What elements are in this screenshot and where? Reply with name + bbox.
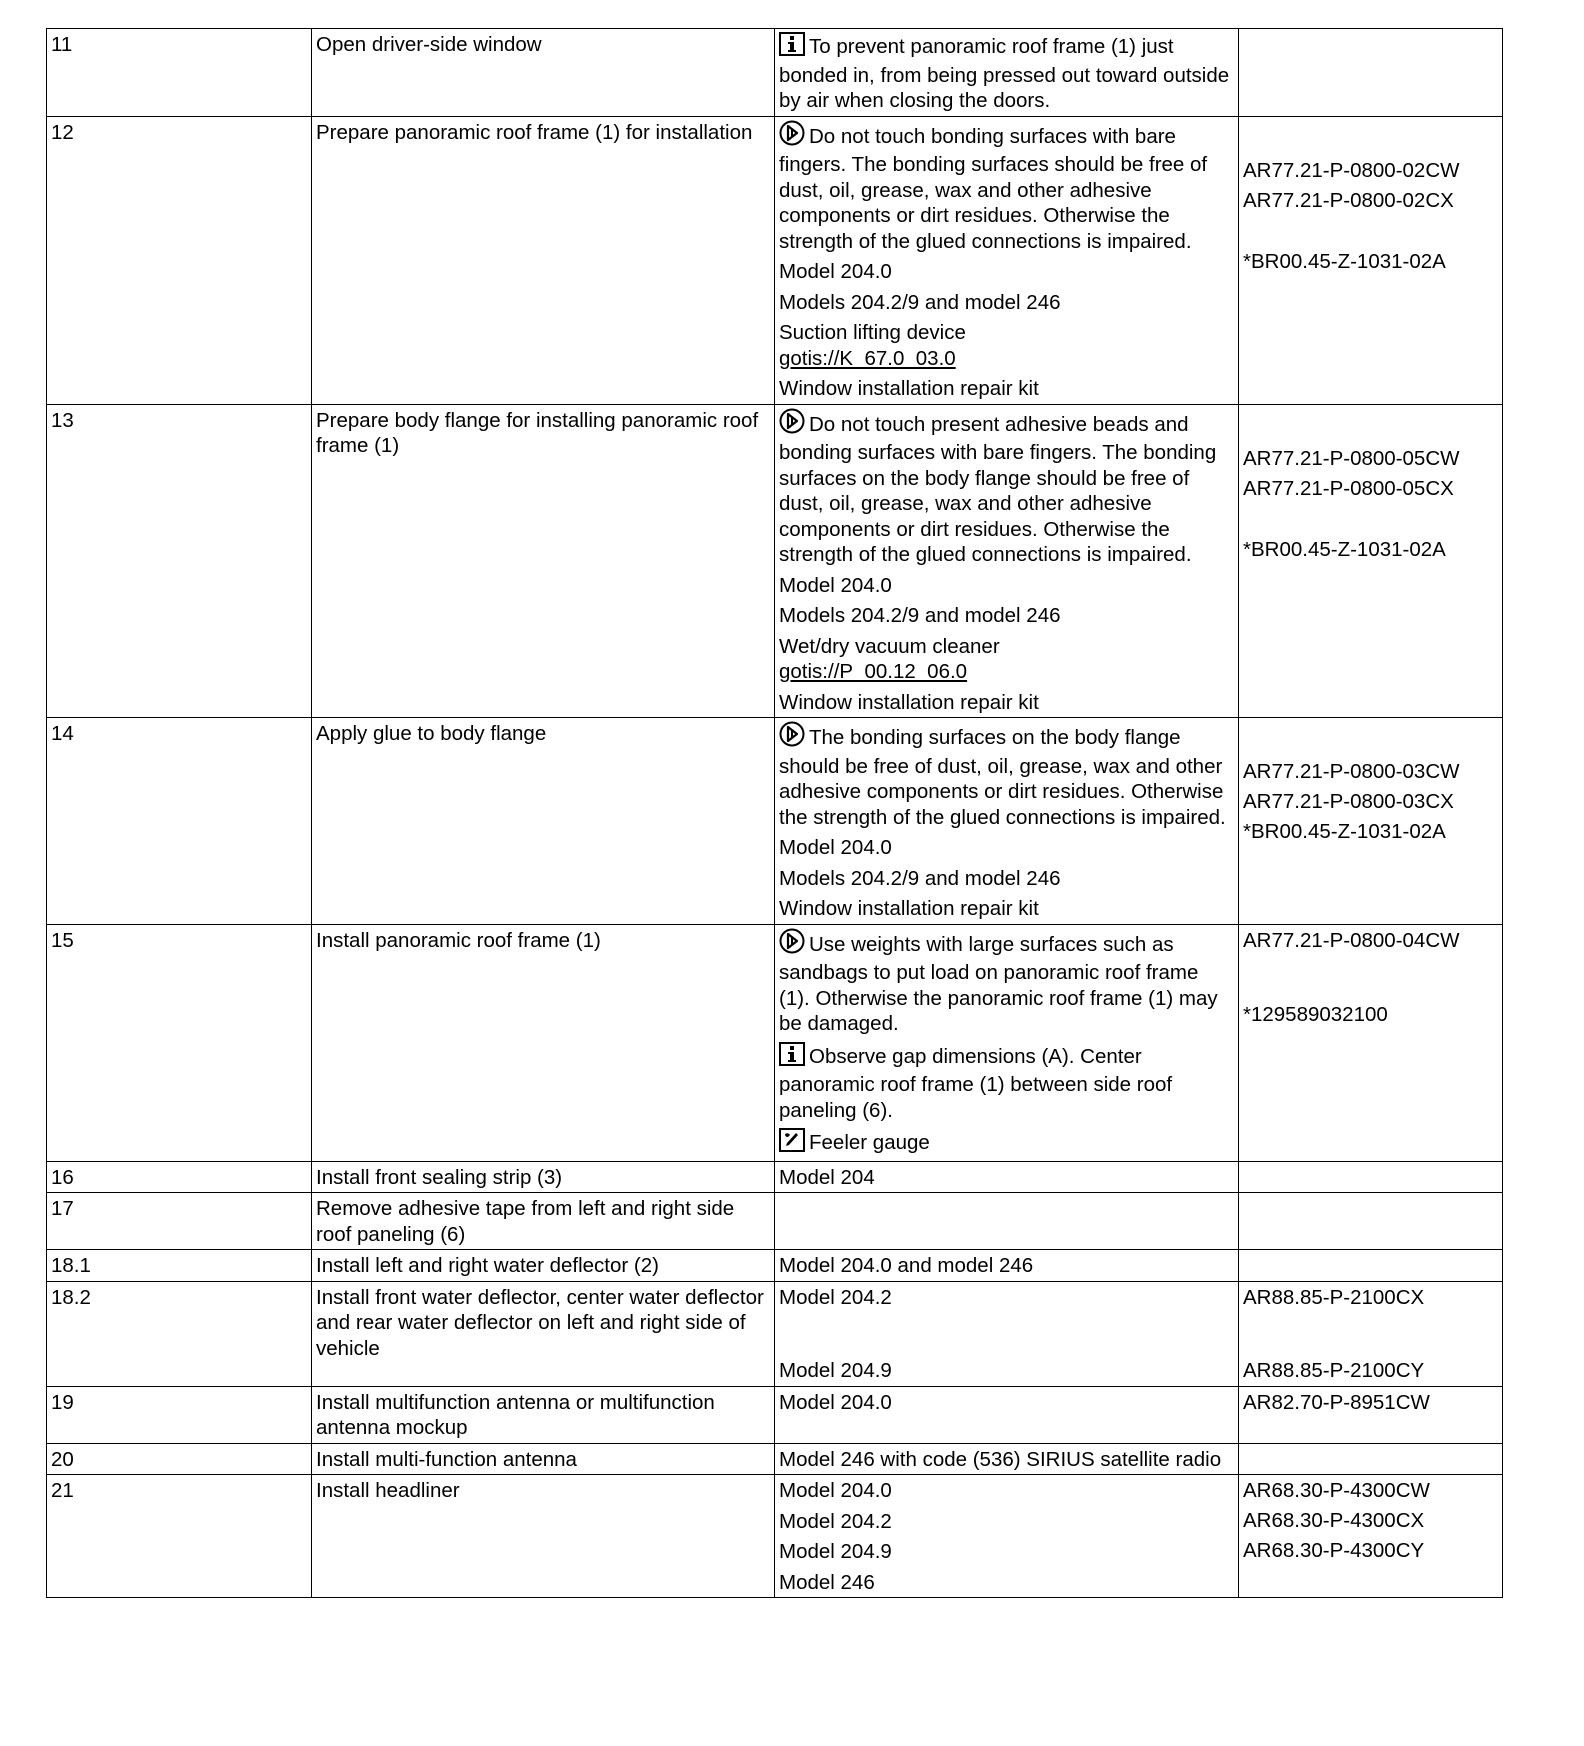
note-text: Models 204.2/9 and model 246 — [779, 604, 1061, 627]
step-action-cell — [312, 29, 775, 117]
reference-line — [1243, 1568, 1498, 1593]
step-number: 13 — [51, 408, 74, 432]
document-link[interactable]: gotis://P_00.12_06.0 — [779, 660, 968, 683]
step-number-cell — [47, 1193, 312, 1250]
step-number-cell — [47, 116, 312, 404]
step-action-cell — [312, 1250, 775, 1282]
reference-line — [1243, 1002, 1498, 1033]
note-line — [779, 1478, 1234, 1504]
reference-line — [1243, 120, 1498, 153]
reference-code[interactable]: AR88.85-P-2100CY — [1243, 1358, 1425, 1382]
info-icon — [779, 32, 805, 63]
step-number-cell — [47, 1386, 312, 1443]
reference-line — [1243, 1538, 1498, 1563]
reference-line — [1243, 1478, 1498, 1503]
reference-line — [1243, 1447, 1498, 1472]
notice-icon — [779, 928, 805, 961]
note-line — [779, 1447, 1234, 1473]
reference-line — [1243, 819, 1498, 844]
reference-line — [1243, 721, 1498, 754]
note-line — [779, 376, 1234, 402]
step-action: Install multifunction antenna or multifunction antenna mockup — [316, 1390, 715, 1439]
note-text: The bonding surfaces on the body flange should be free of dust, oil, grease, wax and other adhesive components or dirt residues. Otherwise the strength of the glued connections is impaired. — [779, 726, 1226, 829]
reference-line — [1243, 32, 1498, 63]
table-row — [47, 1281, 1503, 1386]
reference-line — [1243, 408, 1498, 441]
step-action: Install multi-function antenna — [316, 1447, 577, 1471]
reference-code[interactable]: AR68.30-P-4300CW — [1243, 1479, 1430, 1502]
reference-code[interactable]: AR77.21-P-0800-03CX — [1243, 790, 1454, 813]
step-references-cell — [1239, 924, 1503, 1161]
step-action-cell — [312, 1281, 775, 1386]
note-text: Window installation repair kit — [779, 377, 1039, 400]
note-line — [779, 573, 1234, 599]
note-text: Do not touch bonding surfaces with bare fingers. The bonding surfaces should be free of dust, oil, grease, wax and other adhesive components or dirt residues. Otherwise the strength of the glued connections is impaired. — [779, 124, 1208, 253]
note-line — [779, 721, 1234, 830]
step-number-cell — [47, 718, 312, 925]
step-action: Prepare body flange for installing panoramic roof frame (1) — [316, 408, 759, 457]
reference-line — [1243, 1358, 1498, 1383]
step-number: 18.2 — [51, 1285, 91, 1309]
note-text: Model 246 — [779, 1570, 875, 1594]
reference-code[interactable]: AR68.30-P-4300CX — [1243, 1509, 1425, 1532]
step-action: Install headliner — [316, 1479, 460, 1502]
table-row — [47, 1475, 1503, 1598]
reference-code[interactable]: *129589032100 — [1243, 1002, 1388, 1026]
step-action: Install front water deflector, center water deflector and rear water deflector on left and right side of vehicle — [316, 1285, 764, 1360]
step-number: 16 — [51, 1165, 74, 1189]
step-number-cell — [47, 29, 312, 117]
note-text: Feeler gauge — [809, 1131, 930, 1154]
step-notes-cell — [775, 29, 1239, 117]
reference-code[interactable]: AR77.21-P-0800-05CW — [1243, 446, 1460, 470]
step-action: Install front sealing strip (3) — [316, 1165, 563, 1189]
reference-line — [1243, 537, 1498, 562]
table-row — [47, 1161, 1503, 1193]
reference-line — [1243, 218, 1498, 244]
note-line — [779, 634, 1234, 685]
reference-code[interactable]: AR77.21-P-0800-04CW — [1243, 928, 1460, 952]
reference-line — [1243, 928, 1498, 961]
note-text: Window installation repair kit — [779, 897, 1039, 920]
reference-line — [1243, 1285, 1498, 1310]
note-text: Model 204.0 — [779, 260, 892, 283]
table-row — [47, 718, 1503, 925]
step-action-cell — [312, 1475, 775, 1598]
note-line — [779, 1358, 1234, 1384]
reference-line — [1243, 966, 1498, 997]
reference-line — [1243, 1508, 1498, 1533]
reference-code[interactable]: AR77.21-P-0800-05CX — [1243, 476, 1454, 500]
procedure-table-body — [47, 29, 1503, 1598]
note-line — [779, 32, 1234, 114]
step-number-cell — [47, 1281, 312, 1386]
step-references-cell — [1239, 1443, 1503, 1475]
note-line — [779, 928, 1234, 1037]
step-number-cell — [47, 1475, 312, 1598]
step-references-cell — [1239, 1475, 1503, 1598]
note-line — [779, 1165, 1234, 1191]
notice-icon — [779, 721, 805, 754]
step-references-cell — [1239, 1281, 1503, 1386]
step-number: 20 — [51, 1447, 74, 1471]
document-page — [46, 28, 1502, 1598]
table-row — [47, 116, 1503, 404]
step-number: 18.1 — [51, 1254, 91, 1277]
step-action-cell — [312, 1386, 775, 1443]
table-row — [47, 29, 1503, 117]
reference-code[interactable]: AR77.21-P-0800-02CW — [1243, 158, 1460, 182]
step-action: Install panoramic roof frame (1) — [316, 928, 601, 952]
info-icon — [779, 1042, 805, 1073]
step-number: 15 — [51, 928, 74, 952]
step-notes-cell — [775, 1475, 1239, 1598]
step-number-cell — [47, 404, 312, 718]
note-line — [779, 1285, 1234, 1311]
note-text: Window installation repair kit — [779, 690, 1039, 714]
step-number: 11 — [51, 33, 73, 56]
reference-line — [1243, 759, 1498, 784]
step-action-cell — [312, 1193, 775, 1250]
step-number: 14 — [51, 722, 74, 745]
step-notes-cell — [775, 1386, 1239, 1443]
step-notes-cell — [775, 1443, 1239, 1475]
note-text: Model 204.0 — [779, 573, 892, 597]
reference-code[interactable]: AR82.70-P-8951CW — [1243, 1390, 1430, 1414]
reference-line — [1243, 158, 1498, 183]
note-text: Model 204.0 — [779, 1479, 892, 1502]
note-text: Model 204.2 — [779, 1509, 892, 1533]
step-references-cell — [1239, 1250, 1503, 1282]
note-line — [779, 866, 1234, 892]
notice-icon — [779, 120, 805, 153]
reference-line — [1243, 1390, 1498, 1415]
step-action: Install left and right water deflector (2) — [316, 1254, 659, 1277]
step-references-cell — [1239, 116, 1503, 404]
note-text: Do not touch present adhesive beads and bonding surfaces with bare fingers. The bonding surfaces on the body flange should be free of dust, oil, grease, wax and other adhesive components or dirt residues. Otherwise the strength of the glued connections is impaired. — [779, 412, 1217, 566]
step-references-cell — [1239, 1386, 1503, 1443]
step-action: Open driver-side window — [316, 33, 542, 56]
table-row — [47, 1443, 1503, 1475]
note-line — [779, 1128, 1234, 1159]
step-action-cell — [312, 116, 775, 404]
note-text: Model 204.0 and model 246 — [779, 1254, 1034, 1277]
note-line — [779, 320, 1234, 371]
table-row — [47, 404, 1503, 718]
step-number-cell — [47, 1161, 312, 1193]
step-references-cell — [1239, 1193, 1503, 1250]
step-number: 12 — [51, 120, 74, 144]
step-notes-cell — [775, 718, 1239, 925]
reference-code[interactable]: AR88.85-P-2100CX — [1243, 1285, 1425, 1309]
step-action-cell — [312, 924, 775, 1161]
step-number: 17 — [51, 1197, 74, 1220]
tool-icon — [779, 1128, 805, 1159]
reference-code[interactable]: *BR00.45-Z-1031-02A — [1243, 249, 1446, 273]
step-notes-cell — [775, 1281, 1239, 1386]
reference-code[interactable]: AR77.21-P-0800-02CX — [1243, 188, 1454, 212]
reference-code[interactable]: *BR00.45-Z-1031-02A — [1243, 537, 1446, 561]
step-notes-cell — [775, 116, 1239, 404]
reference-line — [1243, 1165, 1498, 1190]
reference-line — [1243, 476, 1498, 501]
note-text: Models 204.2/9 and model 246 — [779, 290, 1061, 314]
note-line — [779, 1509, 1234, 1535]
step-number-cell — [47, 1443, 312, 1475]
note-line — [779, 120, 1234, 255]
step-action-cell — [312, 1161, 775, 1193]
note-text: Wet/dry vacuum cleaner — [779, 634, 1000, 658]
step-notes-cell — [775, 1161, 1239, 1193]
document-link[interactable]: gotis://K_67.0_03.0 — [779, 346, 956, 370]
step-references-cell — [1239, 1161, 1503, 1193]
note-text: Observe gap dimensions (A). Center panoramic roof frame (1) between side roof paneling (6). — [779, 1044, 1173, 1122]
note-line — [779, 259, 1234, 285]
note-text: Use weights with large surfaces such as sandbags to put load on panoramic roof frame (1). Otherwise the panoramic roof frame (1) may be damaged. — [779, 932, 1218, 1035]
step-references-cell — [1239, 29, 1503, 117]
reference-line — [1243, 249, 1498, 274]
step-notes-cell — [775, 404, 1239, 718]
table-row — [47, 1193, 1503, 1250]
step-action-cell — [312, 1443, 775, 1475]
reference-line — [1243, 1253, 1498, 1278]
reference-line — [1243, 188, 1498, 213]
step-references-cell — [1239, 718, 1503, 925]
reference-code[interactable]: AR77.21-P-0800-03CW — [1243, 760, 1460, 783]
reference-code[interactable]: AR68.30-P-4300CY — [1243, 1539, 1425, 1562]
note-text: Model 204.0 — [779, 836, 892, 859]
table-row — [47, 1386, 1503, 1443]
reference-line — [1243, 789, 1498, 814]
step-number-cell — [47, 924, 312, 1161]
step-references-cell — [1239, 404, 1503, 718]
note-line — [779, 835, 1234, 861]
note-text: Model 204 — [779, 1165, 875, 1189]
table-row — [47, 1250, 1503, 1282]
step-notes-cell — [775, 1250, 1239, 1282]
procedure-table — [46, 28, 1503, 1598]
note-line — [779, 690, 1234, 716]
reference-code[interactable]: *BR00.45-Z-1031-02A — [1243, 820, 1446, 843]
step-action: Remove adhesive tape from left and right side roof paneling (6) — [316, 1197, 735, 1246]
step-notes-cell — [775, 1193, 1239, 1250]
note-text: Model 204.9 — [779, 1540, 892, 1563]
note-line — [779, 408, 1234, 568]
note-text: To prevent panoramic roof frame (1) just bonded in, from being pressed out toward outside by air when closing the doors. — [779, 35, 1230, 112]
table-row — [47, 924, 1503, 1161]
step-number: 21 — [51, 1479, 74, 1502]
step-number: 19 — [51, 1390, 74, 1414]
step-notes-cell — [775, 924, 1239, 1161]
note-text: Model 204.9 — [779, 1359, 892, 1382]
reference-line — [1243, 506, 1498, 532]
step-action: Apply glue to body flange — [316, 722, 547, 745]
note-line — [779, 603, 1234, 629]
note-line — [779, 1539, 1234, 1565]
note-line — [779, 1570, 1234, 1596]
note-line — [779, 896, 1234, 922]
step-action-cell — [312, 718, 775, 925]
note-text: Models 204.2/9 and model 246 — [779, 866, 1061, 890]
note-text: Model 204.2 — [779, 1285, 892, 1309]
note-text: Model 204.0 — [779, 1390, 892, 1414]
notice-icon — [779, 408, 805, 441]
step-number-cell — [47, 1250, 312, 1282]
note-line — [779, 290, 1234, 316]
note-text: Model 246 with code (536) SIRIUS satellite radio — [779, 1447, 1222, 1471]
reference-line — [1243, 446, 1498, 471]
note-line — [779, 1253, 1234, 1279]
note-text: Suction lifting device — [779, 321, 966, 344]
step-action: Prepare panoramic roof frame (1) for installation — [316, 120, 753, 144]
note-line — [779, 1042, 1234, 1124]
note-line — [779, 1390, 1234, 1416]
step-action-cell — [312, 404, 775, 718]
